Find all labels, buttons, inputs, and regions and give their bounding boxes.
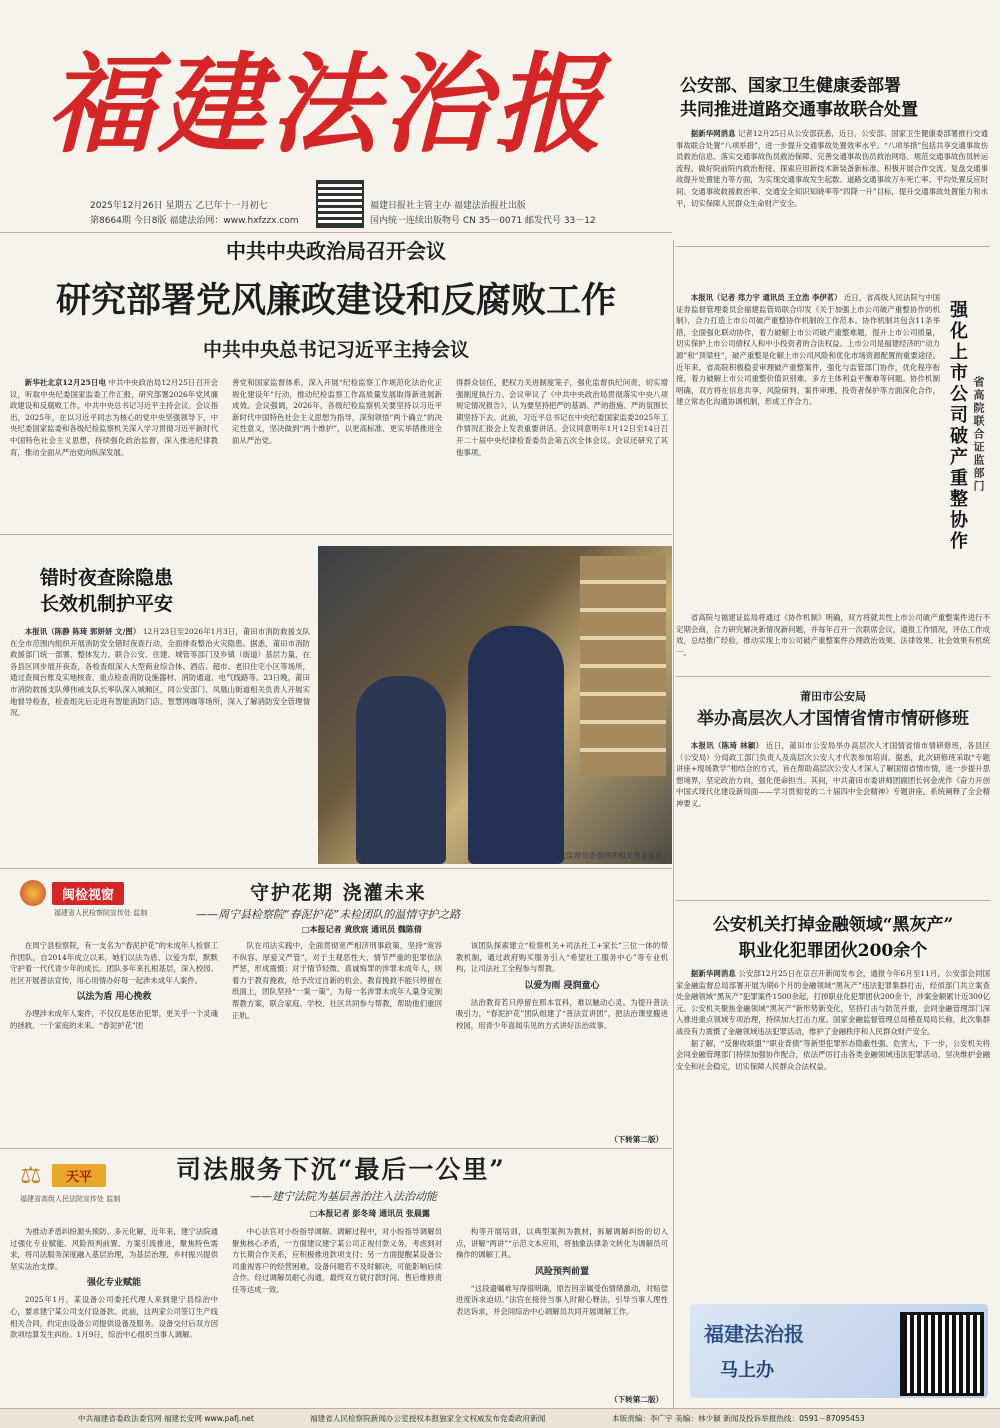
prosecutor-byline: □本报记者 黄欣宸 通讯员 魏陈倩 <box>302 925 422 934</box>
court-col-3 <box>456 1226 668 1398</box>
top-right-body <box>676 128 988 238</box>
court-column-badge <box>20 1160 170 1204</box>
right-feature-vertical-sub: 省高院联合证监部门 <box>972 376 985 493</box>
court-col-1b-text: 2025年1月，某设备公司委托代理人来到建宁县综治中心，要求建宁某公司支付设备款。此前，这两家公司签订生产线相关合同，约定由设备公司提供设备及服务。设备交付后双方因款项结算发生纠纷。1月9日，综治中心组织当事人调解。 <box>10 1295 218 1340</box>
finance-headline-line1: 公安机关打掉金融领域“黑灰产” <box>712 915 954 935</box>
finance-body-text: 公安部12月25日在京召开新闻发布会，通报今年6月至11月，公安部会同国家金融监督总局部署开展为期6个月的金融领域“黑灰产”违法犯罪集群打击，经侦部门共立案查处金融领域“黑灰产”犯罪案件1500余起，打掉职业化犯罪团伙200余个，涉案金额累计近300亿元。公安机关聚焦金融领域“黑灰产”新形势新变化，坚持打击与防范并重，会同金融管理部门深入推进重点领域专项治理，持续加大打击力度。国家金融监督管理总局稽查局局长称，此次集群战役有力震慑了金融领域违法犯罪活动，维护了金融秩序和人民群众财产安全。 <box>676 969 990 1036</box>
court-col-3-text: 构等开展培训，以典型案例为教材，拆解调解纠纷的切入点，讲解“两讲”“示范文本应用，将抽象法律条文转化为调解员可操作的调解工具。 <box>456 1227 668 1260</box>
footer-middle: 福建省人民检察院新闻办公室授权本报独家全文权威发布党委政府新闻 <box>310 1414 546 1423</box>
prosecutor-col-3b-text: 法治教育若只停留在照本宣科，难以触动心灵。为提升普法吸引力，“春泥护花”团队组建了“普法宣讲团”，把法治课堂搬进校园，用青少年喜闻乐见的方式讲好法治故事。 <box>456 997 668 1030</box>
top-right-headline-line2: 共同推进道路交通事故联合处置 <box>680 100 918 120</box>
right-feature-body-text: 近日，省高级人民法院与中国证券监督管理委员会福建监管局联合印发《关于加强上市公司破产重整协作的机制》，合力打造上市公司破产重整协作机制的工作范本。协作机制共包含11条举措，全面强化联动协作，着力破解上市公司破产重整难题，提升上市公司质量，切实保护上市公司债权人和中小投资者的合法权益。上市公司是福建经济的“动力源”和“顶梁柱”，破产重整是化解上市公司风险和优化市场资源配置的重要途径。近年来，省高院积极稳妥审理破产重整案件，强化与监管部门协作，优化程序衔接，着力破解上市公司重整价值识别难、多方主体利益平衡难等问题。协作机制明确，双方将在信息共享、风险研判、案件审理、投资者保护等方面深化合作，建立常态化沟通协调机制，形成工作合力。 <box>676 293 940 407</box>
court-col-3b-text: “这段遗嘱难写得很明确，原告因亲属受伤情绪激动，对赔偿进度诉求迫切。”法官在接待当事人时耐心释法，引导当事人理性表达诉求，并会同综治中心调解员共同开展调解工作。 <box>456 1283 668 1316</box>
court-col-2 <box>232 1226 442 1398</box>
fire-feature-photo <box>318 546 672 864</box>
masthead-title: 福建法治报 <box>46 42 607 168</box>
lead-col-1 <box>10 377 218 523</box>
talent-rule <box>676 900 990 901</box>
ad-banner[interactable] <box>690 1304 988 1398</box>
photo-shelf <box>580 556 666 776</box>
prosecutor-col-3 <box>456 940 668 1140</box>
lead-kicker: 中共中央政治局召开会议 <box>226 239 446 263</box>
lead-col-3 <box>456 377 668 523</box>
talent-body <box>676 740 990 892</box>
finance-headline-line2: 职业化犯罪团伙200余个 <box>738 941 928 961</box>
talent-kicker: 莆田市公安局 <box>800 690 866 703</box>
emblem-icon <box>20 880 46 906</box>
talent-byline: 本报讯（陈琦 林颖） <box>690 741 764 750</box>
right-feature-rule <box>676 676 990 677</box>
masthead-sponsor: 福建日报社主管主办 福建法治报社出版 <box>370 201 526 211</box>
footer-left[interactable]: 中共福建省委政法委官网 福建长安网 www.pafj.net <box>78 1414 254 1423</box>
court-byline: □本报记者 彭冬琦 通讯员 张晨露 <box>310 1209 430 1218</box>
ad-qr <box>900 1312 984 1396</box>
lead-col-2-text: 善党和国家监督体系，深入开展“纪检监察工作规范化法治化正规化建设年”行动，推动纪检监察工作高质量发展取得新进展新成效。会议强调，2026年，各级纪检监察机关要坚持以习近平新时代中国特色社会主义思想为指导，深刻领悟“两个确立”的决定性意义，坚决做到“两个维护”，以更高标准、更实举措推进全面从严治党。 <box>232 378 442 445</box>
court-headline: 司法服务下沉“最后一公里” <box>176 1155 506 1184</box>
court-badge-label: 天平 <box>52 1164 106 1187</box>
right-feature-body-2 <box>676 612 990 668</box>
prosecutor-sub-1: 以法为盾 用心挽救 <box>76 992 152 1003</box>
finance-headline <box>676 912 990 964</box>
finance-body-2-text: 据了解，“反催收联盟”“职业背债”等新型犯罪形态隐蔽性强、危害大，下一步，公安机关将会同金融管理部门持续加强协作配合，依法严厉打击各类金融领域违法犯罪活动，坚决维护金融安全和社会稳定，切实保障人民群众合法权益。 <box>676 1038 990 1071</box>
right-feature-body <box>676 292 940 660</box>
court-sub-2: 风险预判前置 <box>534 1266 589 1277</box>
footer-right: 本版责编：李广宇 美编：林少颖 新闻及投诉举报热线：0591－87095453 <box>612 1414 865 1423</box>
right-feature-byline: 本报讯（记者 郑力宇 通讯员 王立浩 李伊茗） <box>690 293 842 302</box>
fire-rule <box>0 868 672 869</box>
finance-body <box>676 968 990 1234</box>
lead-headline: 研究部署党风廉政建设和反腐败工作 <box>55 280 616 321</box>
photo-officer-right <box>468 626 564 864</box>
prosecutor-subhead: ——周宁县检察院“春泥护花”未检团队的温情守护之路 <box>196 908 461 921</box>
lead-subhead: 中共中央总书记习近平主持会议 <box>202 339 469 361</box>
footer-bar <box>0 1408 1000 1428</box>
fire-feature-headline-line1: 错时夜查除隐患 <box>40 567 174 589</box>
masthead-date-line: 2025年12月26日 星期五 乙巳年十一月初七 <box>90 201 268 211</box>
lead-byline: 新华社北京12月25日电 <box>24 378 107 387</box>
court-sub-1: 强化专业赋能 <box>86 1278 141 1289</box>
masthead-qr <box>316 180 364 228</box>
right-feature-vertical-title: 强化上市公司破产重整协作 <box>947 300 968 552</box>
photo-officer-left <box>356 676 446 864</box>
masthead-issue-line: 第8664期 今日8版 福建法治网：www.hxfzzx.com <box>90 216 299 226</box>
top-right-rule <box>676 246 990 247</box>
prosecutor-col-1-text: 在周宁县检察院，有一支名为“春泥护花”的未成年人检察工作团队，自2014年成立以来，她们以法为盾、以爱为犁，默默守护着一代代青少年的成长。团队多年来扎根基层，深入校园、社区开展普法宣传，用心用情办好每一起涉未成年人案件。 <box>10 941 218 985</box>
fire-feature-headline-line2: 长效机制护平安 <box>40 593 174 615</box>
fire-feature-body <box>10 626 310 856</box>
prosecutor-headline: 守护花期 浇灌未来 <box>250 882 427 904</box>
court-badge-sub: 福建省高级人民法院宣传处 监制 <box>20 1195 121 1203</box>
finance-byline: 据新华网消息 <box>690 969 736 978</box>
court-continued: （下转第二版） <box>610 1395 664 1404</box>
scales-icon: ⚖ <box>20 1161 42 1189</box>
prosecutor-sub-2: 以爱为雨 浸润童心 <box>524 980 600 991</box>
prosecutor-col-1b-text: 办理涉未成年人案件，不仅仅是惩治犯罪，更关乎一个灵魂的拯救、一个家庭的未来。“春泥护花”团 <box>10 1009 218 1030</box>
prosecutor-badge-label: 闽检视窗 <box>52 882 124 905</box>
top-right-byline: 据新华网消息 <box>690 129 736 138</box>
right-feature-body-2-text: 省高院与福建证监局将通过《协作机制》明确，双方将就共性上市公司破产重整案件进行不定期会商，合力研究解决新情况新问题，并每年召开一次联席会议，通报工作情况，评估工作成效，总结推广经验，推动实现上市公司破产重整案件办理政治效果、法律效果、社会效果有机统一。 <box>676 613 990 657</box>
prosecutor-column-badge <box>20 878 170 918</box>
fire-feature-caption: 防火监督员查看网吧相关营业证件。 <box>551 851 670 860</box>
prosecutor-badge-sub: 福建省人民检察院宣传处 监制 <box>54 909 148 917</box>
prosecutor-continued: （下转第二版） <box>610 1135 664 1144</box>
top-right-headline-line1: 公安部、国家卫生健康委部署 <box>680 76 901 96</box>
fire-feature-headline <box>40 565 280 617</box>
court-col-1-text: 为推动矛盾纠纷源头预防、多元化解，近年来，建宁法院通过强化专业赋能、风险预判前置、方案引流推进，聚焦特色需求，将司法服务深度融入基层治理，为基层治理、乡村振兴提供坚实法治支撑。 <box>10 1227 218 1271</box>
fire-feature-body-text: 12月23日至2026年1月3日，莆田市消防救援支队在全市范围内组织开展消防安全错时夜查行动，全面排查整治火灾隐患。据悉，莆田市消防救援部门统一部署、整体发力、联合公安、住建、城管等部门及乡镇（街道）基层力量，在各县区同步展开夜查，各检查组深入大型商业综合体、酒店、超市、老旧住宅小区等场所，通过查阅台账及实地核查，重点检查消防设施器材、消防通道、电气线路等。23日晚，莆田市消防救援支队傅伟威支队长率队深入城厢区，同公安部门、凤凰山街道相关负责人开展实地督导检查，检查组先后走进有智能消防门店、智慧网咖等场所，深入了解消防安全管理情况。 <box>10 627 310 718</box>
prosecutor-col-1 <box>10 940 218 1140</box>
prosecutor-col-2-text: 队在司法实践中，全面贯彻宽严相济刑事政策，坚持“宽容不纵容、厚爱又严管”，对于主观恶性大、情节严重的犯罪依法严惩，形成震慑；对于情节轻微、真诚悔罪的涉罪未成年人，则着力于教育挽救，给予改过自新的机会。教育挽救不能只停留在纸面上，团队坚持“一案一策”，为每一名涉罪未成年人量身定制帮教方案，联合家庭、学校、社区共同参与帮教，帮助他们重回正轨。 <box>232 941 442 1020</box>
prosecutor-col-3-text: 该团队探索建立“检察机关+司法社工+家长”三位一体的帮教机制，通过政府购买服务引入“希望社工服务中心”等专业机构，让司法社工全程参与帮教。 <box>456 941 668 974</box>
talent-body-text: 近日，莆田市公安局举办高层次人才国情省情市情研修班，各县区（公安局）分局政工部门负责人及高层次公安人才代表参加培训。据悉，此次研修班采取“专题讲座+现场教学”相结合的方式，旨在帮助高层次公安人才深入了解国情省情市情，进一步提升思想境界，坚定政治方向，强化使命担当。其间，中共莆田市委讲师团副团长何金虎作《奋力开创中国式现代化建设新局面——学习贯彻党的二十届四中全会精神》专题讲座，系统阐释了全会精神要义。 <box>676 741 990 808</box>
court-subhead: ——建宁法院为基层善治注入法治动能 <box>250 1190 437 1203</box>
lead-col-3-text: 得群众信任，把权力关进制度笼子，强化监督执纪问责，切实增强制度执行力。会议审议了《中共中央政治局贯彻落实中央八项规定情况报告》，认为要坚持把严的基调、严的措施、严的氛围长期坚持下去。此前，习近平总书记在中央纪委国家监委2025年工作情况汇报会上发表重要讲话。会议同意明年1月12日至14日召开二十届中央纪律检查委员会第五次全体会议。会议还研究了其他事项。 <box>456 378 668 457</box>
court-col-2-text: 中心法官对小纷指导调解。调解过程中，对小纷指导调解员聚焦核心矛盾，一方面建议建宁某公司正视付款义务，考虑到对方长期合作关系，应积极推进款项支付；另一方面提醒某设备公司重视客户的经营困难，设备问题若不及时解决，可能影响后续合作。经过调解员耐心沟通，最终双方就付款时间、售后维修责任等达成一致。 <box>232 1227 442 1294</box>
lead-col-1-text: 中共中央政治局12月25日召开会议，听取中央纪委国家监委工作汇报，研究部署2026年党风廉政建设和反腐败工作。中共中央总书记习近平主持会议。会议指出，2025年，在以习近平同志为核心的党中央坚强领导下，中央纪委国家监委和各级纪检监察机关深入学习贯彻习近平新时代中国特色社会主义思想，持续强化政治监督，深入推进纪律教育，推动全面从严治党向纵深发展。 <box>10 378 218 457</box>
talent-headline: 举办高层次人才国情省情市情研修班 <box>697 709 969 729</box>
lead-rule <box>0 534 672 535</box>
lead-col-2 <box>232 377 442 523</box>
fire-feature-byline: 本报讯（陈静 陈琦 郭妍妍 文/图） <box>24 627 141 636</box>
ad-subtitle: 马上办 <box>720 1360 774 1381</box>
column-divider <box>673 240 674 1408</box>
masthead-cn-line: 国内统一连续出版物号 CN 35－0071 邮发代号 33－12 <box>370 216 596 226</box>
prosecutor-rule <box>0 1148 672 1149</box>
masthead-rule <box>0 232 672 233</box>
top-right-headline <box>680 74 985 122</box>
court-col-1 <box>10 1226 218 1398</box>
top-right-body-text: 记者12月25日从公安部获悉，近日，公安部、国家卫生健康委部署推行交通事故联合处置“八项举措”，进一步提升交通事故处置效率水平。“八项举措”包括共享交通事故伤员救治信息、落实交通事故伤员救治保障、完善交通事故伤员救治网络、规范交通事故伤员转运流程、做好院前院内救治衔接、探索应用新技术新装备新标准、积极开展合作交流、复盘交通事故提升处置能力等方面，为实现交通事故发生起数、道路交通事故万车死亡率、平均处置反应时间、交通事故救援救治率、交通安全知识知晓率等“四降一升”目标，提升交通事故处置能力和水平，切实保障人民群众生命财产安全。 <box>676 129 988 208</box>
ad-title: 福建法治报 <box>704 1322 804 1346</box>
prosecutor-col-2 <box>232 940 442 1140</box>
